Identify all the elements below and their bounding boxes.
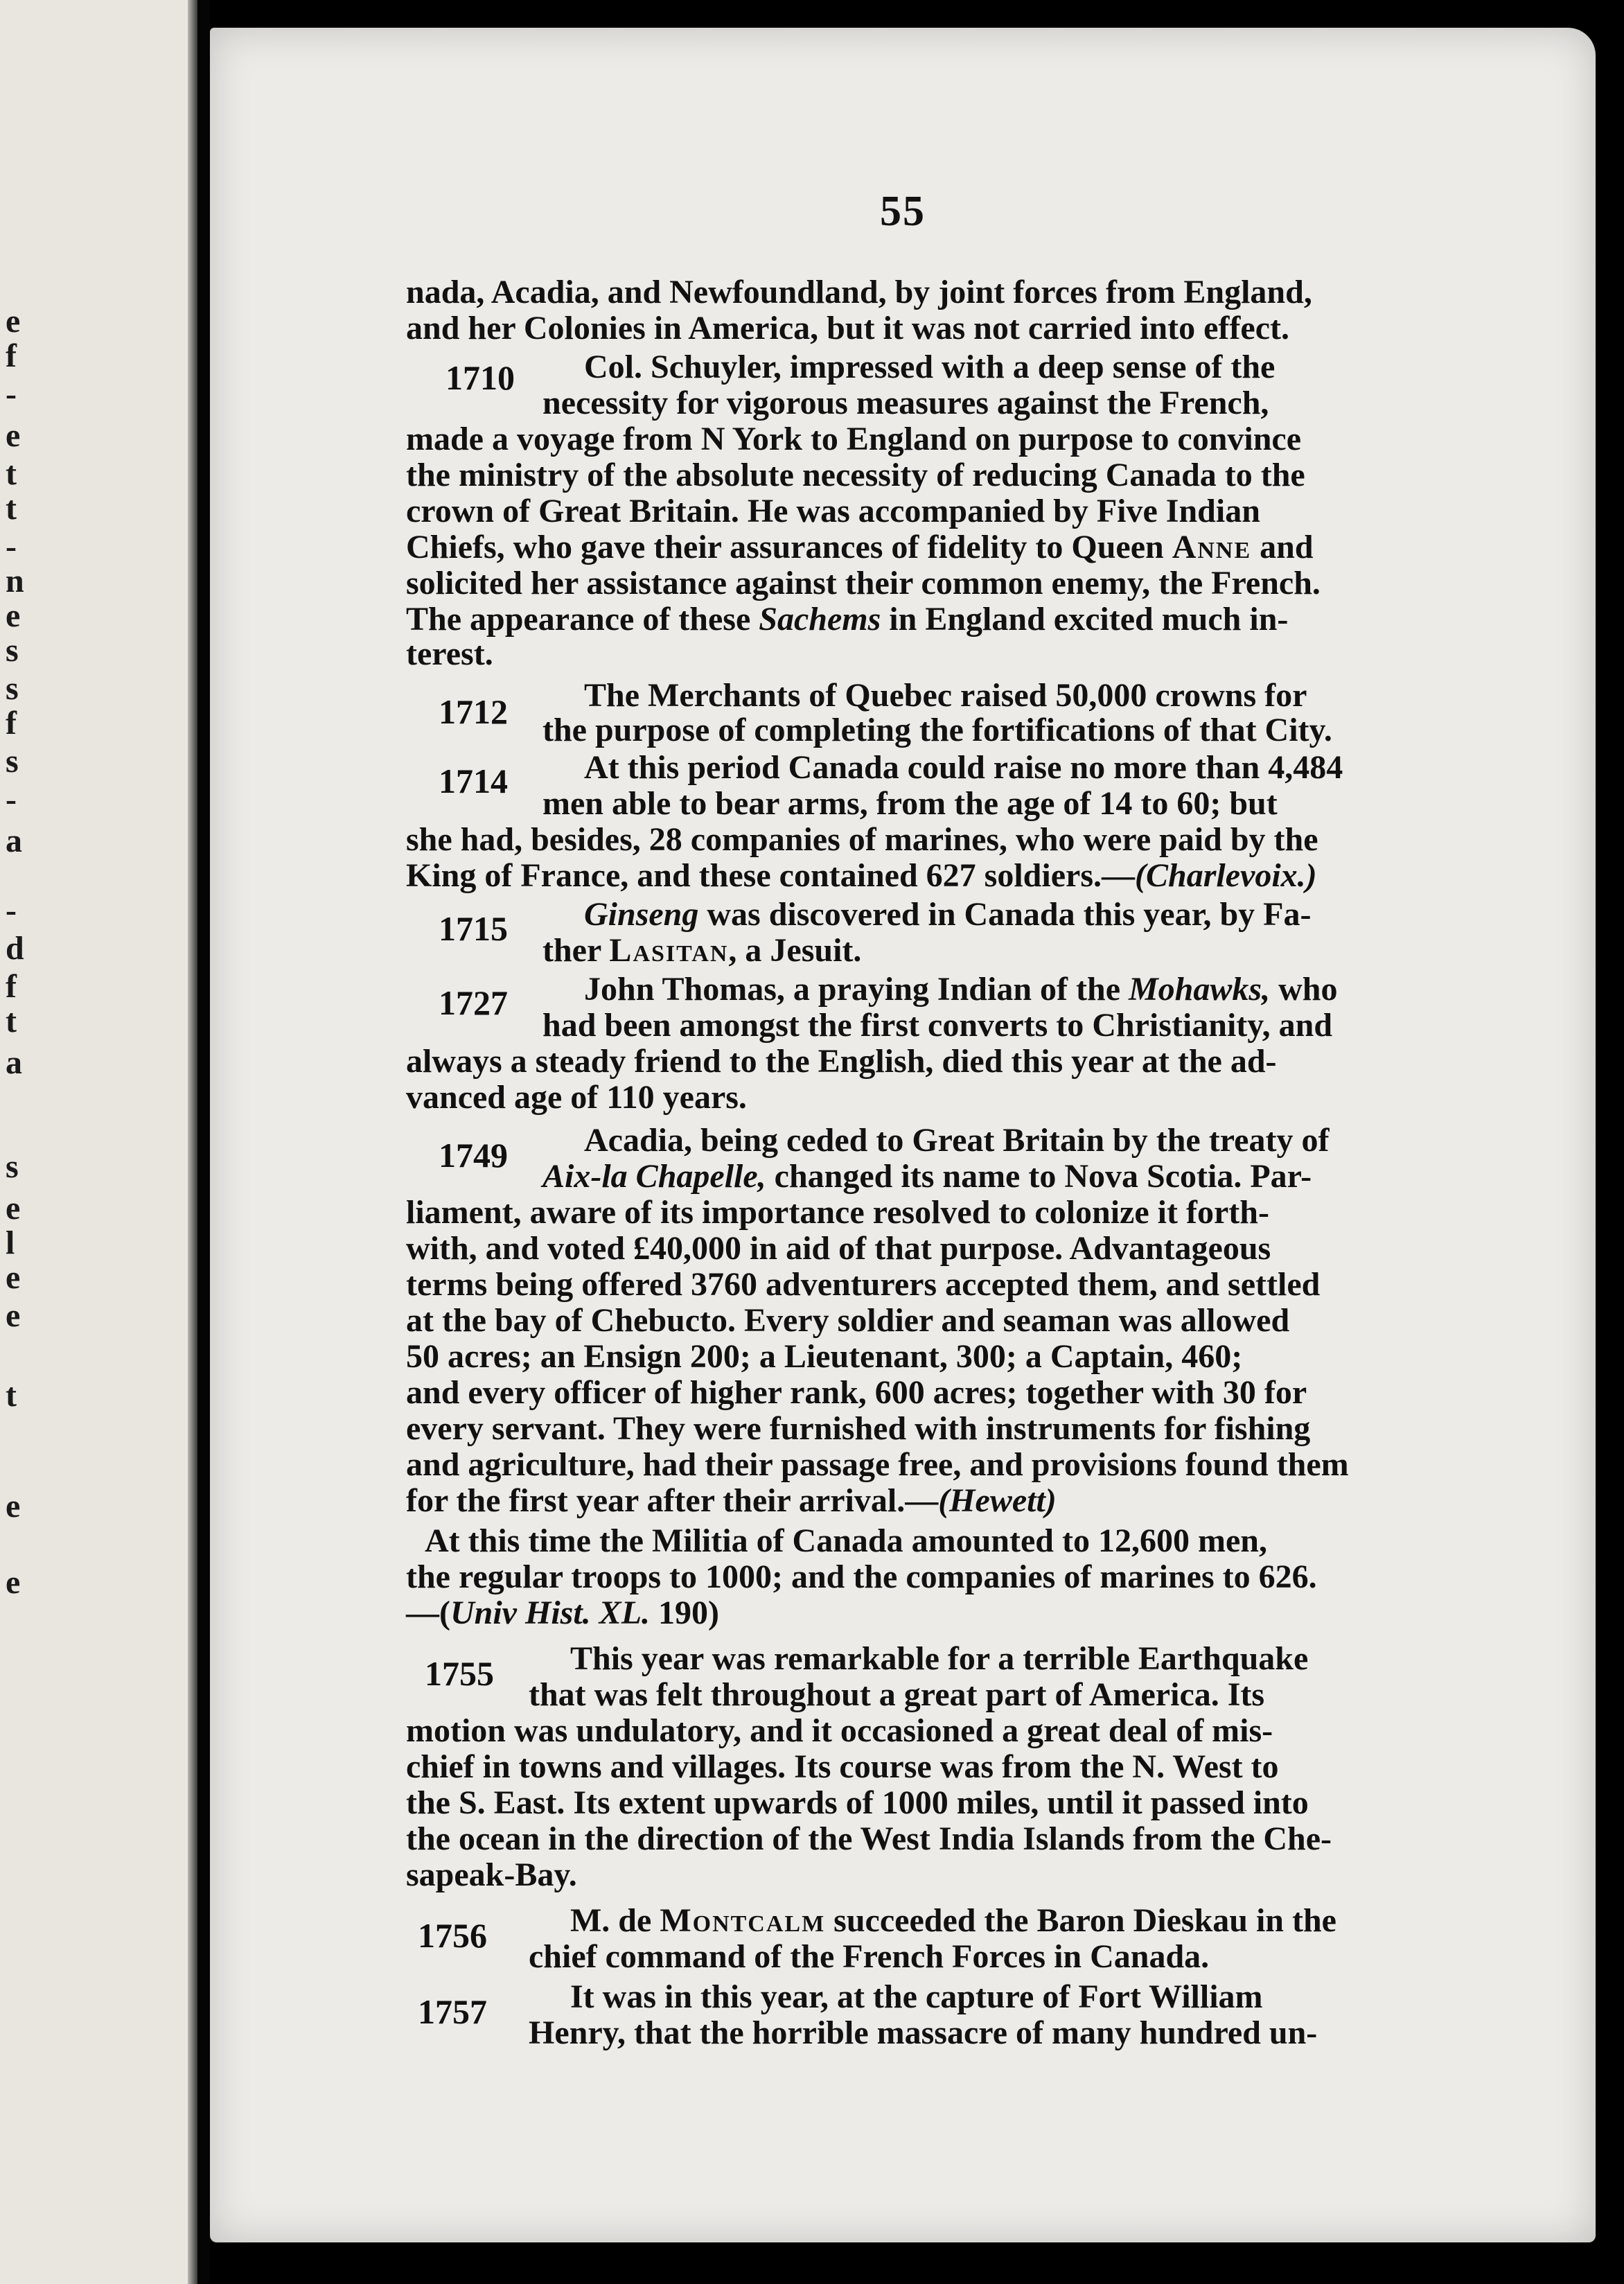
year-label: 1712 — [439, 692, 508, 731]
text-line: The Merchants of Quebec raised 50,000 crowns for — [584, 677, 1307, 714]
text-line: John Thomas, a praying Indian of the Mohawks, who — [584, 971, 1338, 1008]
margin-glyph: t — [6, 490, 17, 527]
text-line: At this time the Militia of Canada amounted to 12,600 men, — [425, 1522, 1267, 1559]
margin-glyph: s — [6, 632, 19, 669]
text-line: solicited her assistance against their common enemy, the French. — [406, 565, 1321, 601]
margin-glyph: s — [6, 1148, 19, 1185]
text-line: ther Lasitan, a Jesuit. — [542, 932, 862, 969]
margin-glyph: e — [6, 1488, 21, 1525]
margin-glyph: f — [6, 337, 17, 374]
text-line: for the first year after their arrival.—(Hewett) — [406, 1482, 1057, 1519]
text-line: motion was undulatory, and it occasioned a great deal of mis- — [406, 1712, 1273, 1749]
text-line: made a voyage from N York to England on purpose to convince — [406, 421, 1302, 457]
text-line: at the bay of Chebucto. Every soldier and seaman was allowed — [406, 1302, 1290, 1339]
margin-glyph: t — [6, 1377, 17, 1414]
margin-glyph: a — [6, 823, 22, 859]
text-line: This year was remarkable for a terrible Earthquake — [570, 1640, 1309, 1677]
text-line: It was in this year, at the capture of Fort William — [570, 1978, 1263, 2015]
year-label: 1756 — [418, 1916, 487, 1955]
text-line: nada, Acadia, and Newfoundland, by joint forces from England, — [406, 274, 1312, 310]
margin-glyph: e — [6, 1259, 21, 1296]
margin-glyph: a — [6, 1044, 22, 1081]
text-line: The appearance of these Sachems in England excited much in- — [406, 601, 1289, 638]
text-line: Chiefs, who gave their assurances of fidelity to Queen Anne and — [406, 529, 1314, 565]
margin-glyph: l — [6, 1224, 15, 1261]
text-line: sapeak-Bay. — [406, 1856, 577, 1893]
margin-glyph: e — [6, 1190, 21, 1227]
margin-glyph: - — [6, 528, 17, 565]
text-line: Col. Schuyler, impressed with a deep sense of the — [584, 349, 1276, 385]
left-page-edge — [0, 0, 197, 2284]
text-line: the ocean in the direction of the West India Islands from the Che- — [406, 1820, 1332, 1857]
margin-glyph: e — [6, 1564, 21, 1601]
text-line: and her Colonies in America, but it was not carried into effect. — [406, 310, 1289, 346]
margin-glyph: e — [6, 1297, 21, 1334]
margin-glyph: - — [6, 781, 17, 818]
year-label: 1710 — [445, 358, 515, 397]
text-line: the S. East. Its extent upwards of 1000 miles, until it passed into — [406, 1784, 1309, 1821]
margin-glyph: f — [6, 968, 17, 1005]
text-line: crown of Great Britain. He was accompanied by Five Indian — [406, 493, 1260, 529]
year-label: 1757 — [418, 1992, 487, 2031]
text-line: Henry, that the horrible massacre of many hundred un- — [529, 2014, 1318, 2051]
text-line: had been amongst the first converts to Christianity, and — [542, 1007, 1333, 1044]
text-line: and every officer of higher rank, 600 acres; together with 30 for — [406, 1374, 1307, 1411]
text-line: M. de Montcalm succeeded the Baron Dieskau in the — [570, 1902, 1336, 1939]
text-line: chief in towns and villages. Its course was from the N. West to — [406, 1748, 1279, 1785]
book-gutter — [197, 0, 210, 2284]
text-line: the regular troops to 1000; and the companies of marines to 626. — [406, 1558, 1317, 1595]
margin-glyph: t — [6, 1003, 17, 1039]
margin-glyph: - — [6, 892, 17, 929]
text-line: with, and voted £40,000 in aid of that purpose. Advantageous — [406, 1230, 1271, 1267]
text-line: King of France, and these contained 627 soldiers.—(Charlevoix.) — [406, 857, 1317, 894]
text-line: terest. — [406, 635, 493, 672]
year-label: 1715 — [439, 909, 508, 948]
text-line: and agriculture, had their passage free, and provisions found them — [406, 1446, 1349, 1483]
text-line: necessity for vigorous measures against the French, — [542, 385, 1269, 421]
margin-glyph: t — [6, 455, 17, 492]
text-line: Acadia, being ceded to Great Britain by the treaty of — [584, 1122, 1330, 1159]
text-line: the purpose of completing the fortifications of that City. — [542, 712, 1332, 748]
text-line: Aix-la Chapelle, changed its name to Nova Scotia. Par- — [542, 1158, 1312, 1195]
text-line: terms being offered 3760 adventurers accepted them, and settled — [406, 1266, 1321, 1303]
margin-glyph: s — [6, 743, 19, 780]
margin-glyph: e — [6, 597, 21, 634]
margin-glyph: - — [6, 376, 17, 412]
year-label: 1755 — [425, 1654, 494, 1693]
text-line: men able to bear arms, from the age of 14 to 60; but — [542, 785, 1278, 822]
page-number: 55 — [880, 188, 926, 235]
text-line: —(Univ Hist. XL. 190) — [406, 1595, 719, 1631]
year-label: 1714 — [439, 762, 508, 800]
year-label: 1749 — [439, 1136, 508, 1175]
text-line: vanced age of 110 years. — [406, 1079, 747, 1116]
text-line: 50 acres; an Ensign 200; a Lieutenant, 300; a Captain, 460; — [406, 1338, 1243, 1375]
text-line: the ministry of the absolute necessity of reducing Canada to the — [406, 457, 1305, 493]
text-line: she had, besides, 28 companies of marines, who were paid by the — [406, 821, 1318, 858]
margin-glyph: e — [6, 417, 21, 454]
text-line: At this period Canada could raise no more than 4,484 — [584, 749, 1343, 786]
margin-glyph: n — [6, 563, 24, 599]
text-line: always a steady friend to the English, died this year at the ad- — [406, 1043, 1277, 1080]
text-line: chief command of the French Forces in Canada. — [529, 1938, 1210, 1975]
text-line: that was felt throughout a great part of America. Its — [529, 1676, 1265, 1713]
book-page — [210, 28, 1596, 2242]
year-label: 1727 — [439, 983, 508, 1022]
margin-glyph: s — [6, 670, 19, 707]
margin-glyph: d — [6, 930, 24, 967]
margin-glyph: e — [6, 303, 21, 340]
text-line: every servant. They were furnished with instruments for fishing — [406, 1410, 1311, 1447]
page-fold-shadow — [188, 0, 197, 2284]
margin-glyph: f — [6, 705, 17, 741]
text-line: Ginseng was discovered in Canada this year, by Fa- — [584, 896, 1312, 933]
text-line: liament, aware of its importance resolved to colonize it forth- — [406, 1194, 1269, 1231]
